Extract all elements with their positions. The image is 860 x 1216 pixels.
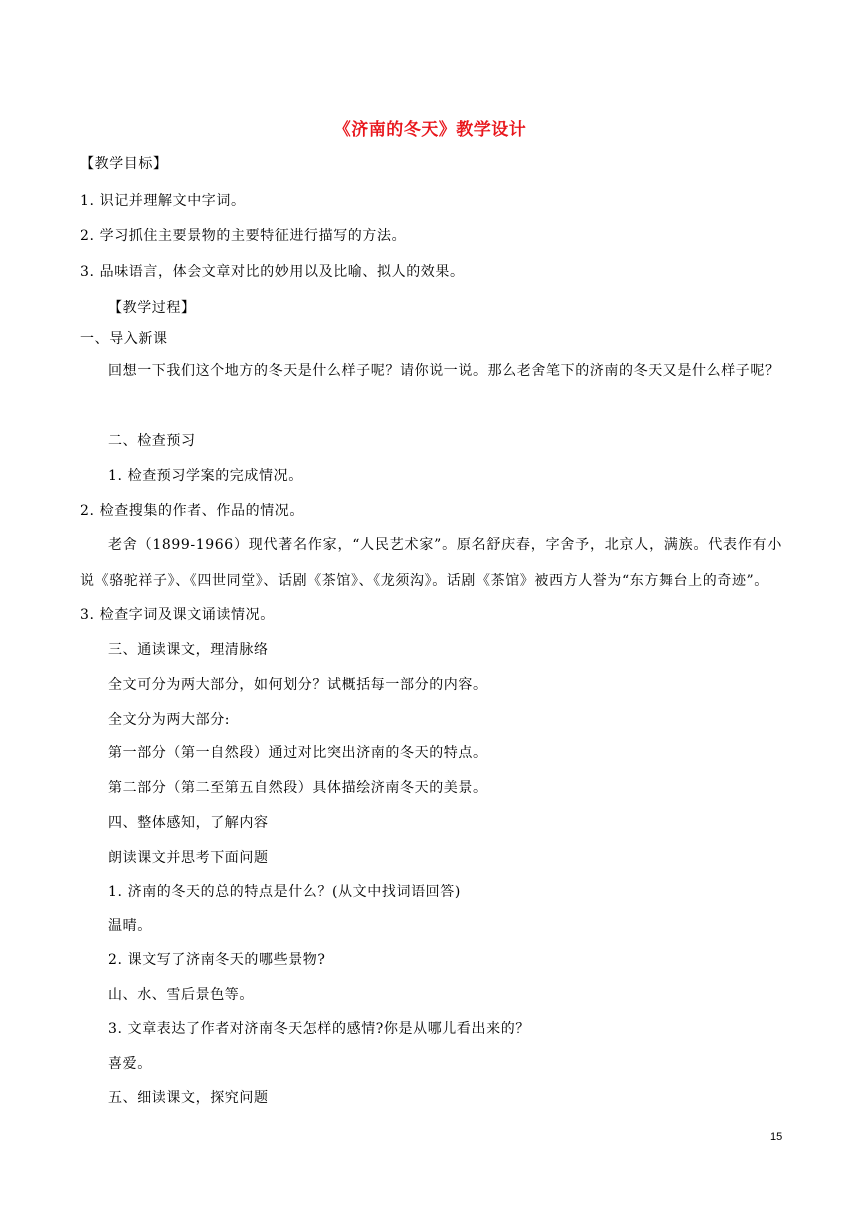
section-heading: 二、检查预习 bbox=[108, 433, 196, 449]
goal-item: 2. 学习抓住主要景物的主要特征进行描写的方法。 bbox=[80, 228, 407, 244]
answer-text: 喜爱。 bbox=[108, 1056, 152, 1072]
intro-paragraph: 回想一下我们这个地方的冬天是什么样子呢？请你说一说。那么老舍笔下的济南的冬天又是什么样子呢？ bbox=[108, 363, 780, 379]
answer-text: 第一部分（第一自然段）通过对比突出济南的冬天的特点。 bbox=[108, 745, 488, 761]
check-item: 1. 检查预习学案的完成情况。 bbox=[108, 468, 303, 484]
page-number: 15 bbox=[770, 1131, 783, 1143]
question-text: 全文可分为两大部分，如何划分？试概括每一部分的内容。 bbox=[108, 677, 488, 693]
answer-text: 温晴。 bbox=[108, 918, 152, 934]
document-title: 《济南的冬天》教学设计 bbox=[333, 120, 527, 140]
question-text: 2. 课文写了济南冬天的哪些景物? bbox=[108, 952, 326, 968]
section-heading: 一、导入新课 bbox=[80, 331, 168, 347]
goal-item: 1. 识记并理解文中字词。 bbox=[80, 193, 246, 209]
author-paragraph: 老舍（1899-1966）现代著名作家，“人民艺术家”。原名舒庆春，字舍予，北京人，满族。代表作有小说《骆驼祥子》、《四世同堂》、话剧《茶馆》、《龙须沟》。话剧《茶馆》被西方人誉为“东方舞台上的奇迹”。 bbox=[80, 537, 782, 589]
section-heading: 五、细读课文，探究问题 bbox=[108, 1090, 269, 1106]
goal-item: 3. 品味语言，体会文章对比的妙用以及比喻、拟人的效果。 bbox=[80, 264, 465, 280]
task-text: 朗读课文并思考下面问题 bbox=[108, 850, 269, 866]
answer-text: 全文分为两大部分: bbox=[108, 712, 231, 728]
goals-heading: 【教学目标】 bbox=[80, 156, 168, 172]
answer-text: 第二部分（第二至第五自然段）具体描绘济南冬天的美景。 bbox=[108, 780, 488, 796]
check-item: 3. 检查字词及课文诵读情况。 bbox=[80, 607, 275, 623]
question-text: 1. 济南的冬天的总的特点是什么？(从文中找词语回答) bbox=[108, 884, 461, 900]
section-heading: 三、通读课文，理清脉络 bbox=[108, 642, 269, 658]
section-heading: 四、整体感知，了解内容 bbox=[108, 815, 269, 831]
process-heading: 【教学过程】 bbox=[108, 300, 196, 316]
check-item: 2. 检查搜集的作者、作品的情况。 bbox=[80, 503, 305, 519]
question-text: 3. 文章表达了作者对济南冬天怎样的感情?你是从哪儿看出来的？ bbox=[108, 1021, 530, 1037]
answer-text: 山、水、雪后景色等。 bbox=[108, 987, 254, 1003]
